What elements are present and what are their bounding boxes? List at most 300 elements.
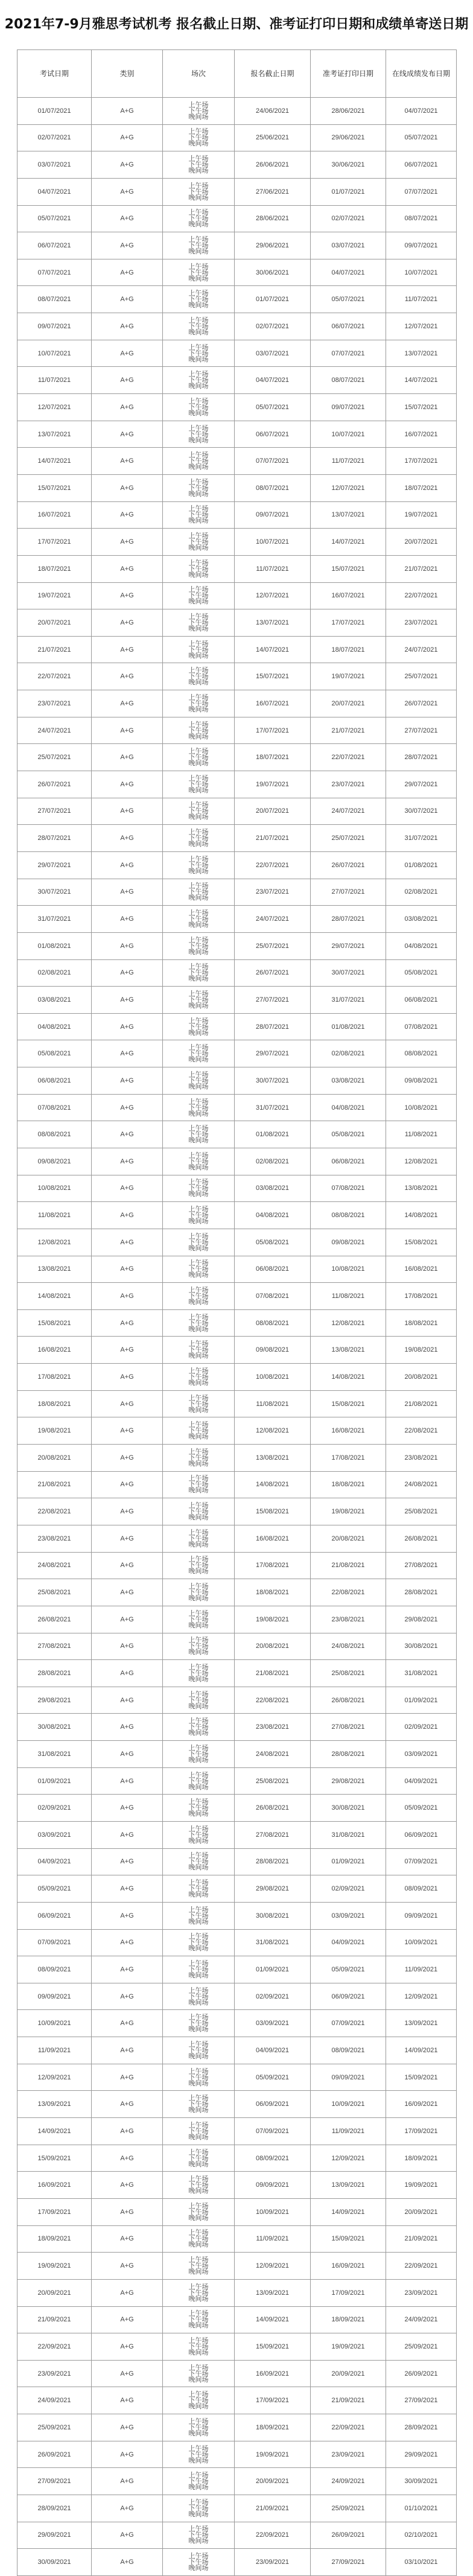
registration-deadline-cell: 16/07/2021: [235, 690, 311, 717]
session-label: 上午场: [188, 208, 209, 217]
session-label: 下午场: [188, 591, 209, 600]
exam-date-cell: 04/08/2021: [17, 1013, 92, 1040]
session-label: 上午场: [188, 1582, 209, 1591]
registration-deadline-cell: 13/08/2021: [235, 1445, 311, 1472]
session-label: 晚间场: [188, 1674, 209, 1683]
session-label: 晚间场: [188, 1998, 209, 2006]
table-row: [17, 2306, 457, 2333]
exam-date-cell: 26/07/2021: [17, 771, 92, 798]
exam-date-cell: 21/09/2021: [17, 2306, 92, 2333]
ticket-print-date-cell: 21/07/2021: [311, 717, 386, 744]
registration-deadline-cell: 28/06/2021: [235, 205, 311, 232]
table-row: [17, 340, 457, 367]
session-label: 上午场: [188, 127, 209, 136]
ticket-print-date-cell: 25/07/2021: [311, 825, 386, 852]
registration-deadline-cell: 13/07/2021: [235, 609, 311, 637]
session-label: 下午场: [188, 1911, 209, 1919]
session-label: 上午场: [188, 370, 209, 378]
score-release-date-cell: 08/08/2021: [386, 1040, 457, 1067]
session-cell: [163, 959, 235, 987]
session-label: 上午场: [188, 1743, 209, 1752]
exam-date-cell: 05/09/2021: [17, 1875, 92, 1903]
session-label: 下午场: [188, 1642, 209, 1650]
registration-deadline-cell: 23/07/2021: [235, 879, 311, 906]
session-cell: [163, 124, 235, 151]
table-row: [17, 690, 457, 717]
session-label: 下午场: [188, 1426, 209, 1435]
score-release-date-cell: 16/07/2021: [386, 421, 457, 448]
ticket-print-date-cell: 16/07/2021: [311, 582, 386, 609]
table-row: [17, 367, 457, 394]
score-release-date-cell: 17/08/2021: [386, 1283, 457, 1310]
score-release-date-cell: 13/08/2021: [386, 1175, 457, 1202]
session-label: 晚间场: [188, 1783, 209, 1791]
registration-deadline-cell: 16/09/2021: [235, 2360, 311, 2387]
session-cell: [163, 717, 235, 744]
ticket-print-date-cell: 14/08/2021: [311, 1364, 386, 1391]
session-cell: [163, 2253, 235, 2280]
table-row: [17, 1445, 457, 1472]
category-cell: A+G: [92, 1767, 163, 1795]
category-cell: A+G: [92, 582, 163, 609]
score-release-date-cell: 20/08/2021: [386, 1364, 457, 1391]
table-row: [17, 798, 457, 825]
session-cell: [163, 1445, 235, 1472]
session-label: 下午场: [188, 1776, 209, 1785]
session-label: 上午场: [188, 1097, 209, 1105]
table-row: [17, 124, 457, 151]
session-label: 下午场: [188, 968, 209, 977]
category-cell: A+G: [92, 2414, 163, 2441]
session-label: 晚间场: [188, 2375, 209, 2384]
score-release-date-cell: 19/08/2021: [386, 1337, 457, 1364]
score-release-date-cell: 21/07/2021: [386, 555, 457, 582]
score-release-date-cell: 08/09/2021: [386, 1875, 457, 1903]
registration-deadline-cell: 01/08/2021: [235, 1121, 311, 1148]
category-cell: A+G: [92, 1956, 163, 1983]
session-cell: [163, 690, 235, 717]
session-label: 晚间场: [188, 867, 209, 875]
registration-deadline-cell: 27/07/2021: [235, 987, 311, 1014]
ticket-print-date-cell: 08/09/2021: [311, 2037, 386, 2064]
session-label: 晚间场: [188, 1271, 209, 1279]
exam-date-cell: 09/07/2021: [17, 313, 92, 340]
score-release-date-cell: 26/08/2021: [386, 1525, 457, 1552]
session-cell: [163, 1040, 235, 1067]
session-label: 下午场: [188, 1830, 209, 1839]
table-row: [17, 1337, 457, 1364]
session-label: 晚间场: [188, 2510, 209, 2518]
score-release-date-cell: 13/07/2021: [386, 340, 457, 367]
table-row: [17, 2441, 457, 2468]
session-label: 上午场: [188, 1609, 209, 1617]
session-label: 晚间场: [188, 1190, 209, 1198]
session-cell: [163, 1121, 235, 1148]
table-row: [17, 1148, 457, 1175]
exam-date-cell: 17/09/2021: [17, 2198, 92, 2225]
ticket-print-date-cell: 30/07/2021: [311, 959, 386, 987]
exam-date-cell: 27/08/2021: [17, 1633, 92, 1660]
table-row: [17, 2279, 457, 2306]
session-label: 下午场: [188, 510, 209, 519]
session-label: 下午场: [188, 241, 209, 250]
session-label: 上午场: [188, 477, 209, 486]
category-cell: A+G: [92, 98, 163, 125]
table-row: [17, 555, 457, 582]
session-label: 下午场: [188, 2046, 209, 2054]
table-row: [17, 1741, 457, 1768]
table-row: [17, 1660, 457, 1687]
table-row: [17, 2468, 457, 2495]
session-label: 下午场: [188, 187, 209, 196]
session-label: 上午场: [188, 1474, 209, 1483]
category-cell: A+G: [92, 2495, 163, 2522]
session-label: 下午场: [188, 2100, 209, 2108]
session-cell: [163, 98, 235, 125]
session-cell: [163, 2468, 235, 2495]
category-cell: A+G: [92, 1040, 163, 1067]
table-row: [17, 2118, 457, 2145]
table-row: [17, 1364, 457, 1391]
session-label: 晚间场: [188, 1702, 209, 1710]
session-label: 下午场: [188, 106, 209, 115]
table-row: [17, 1929, 457, 1956]
score-release-date-cell: 03/10/2021: [386, 2549, 457, 2576]
session-cell: [163, 2387, 235, 2414]
category-cell: A+G: [92, 1848, 163, 1875]
table-row: [17, 959, 457, 987]
score-release-date-cell: 22/09/2021: [386, 2253, 457, 2280]
table-row: [17, 987, 457, 1014]
exam-date-cell: 28/09/2021: [17, 2495, 92, 2522]
category-cell: A+G: [92, 1390, 163, 1417]
ticket-print-date-cell: 06/09/2021: [311, 1983, 386, 2010]
ticket-print-date-cell: 08/07/2021: [311, 367, 386, 394]
session-cell: [163, 1687, 235, 1714]
score-release-date-cell: 09/07/2021: [386, 232, 457, 259]
registration-deadline-cell: 23/09/2021: [235, 2549, 311, 2576]
ticket-print-date-cell: 24/09/2021: [311, 2468, 386, 2495]
exam-date-cell: 21/08/2021: [17, 1471, 92, 1498]
ticket-print-date-cell: 07/07/2021: [311, 340, 386, 367]
category-cell: A+G: [92, 1202, 163, 1229]
session-label: 晚间场: [188, 1055, 209, 1064]
session-label: 晚间场: [188, 2348, 209, 2356]
session-cell: [163, 2198, 235, 2225]
session-label: 晚间场: [188, 1836, 209, 1845]
category-cell: A+G: [92, 232, 163, 259]
session-label: 晚间场: [188, 112, 209, 121]
ticket-print-date-cell: 16/08/2021: [311, 1417, 386, 1445]
exam-date-cell: 21/07/2021: [17, 636, 92, 663]
session-label: 下午场: [188, 1992, 209, 2000]
category-cell: A+G: [92, 2441, 163, 2468]
session-label: 下午场: [188, 1668, 209, 1677]
session-label: 下午场: [188, 672, 209, 681]
ticket-print-date-cell: 17/09/2021: [311, 2279, 386, 2306]
table-row: [17, 1606, 457, 1633]
session-label: 晚间场: [188, 1755, 209, 1764]
registration-deadline-cell: 22/08/2021: [235, 1687, 311, 1714]
exam-date-cell: 29/09/2021: [17, 2522, 92, 2549]
score-release-date-cell: 02/10/2021: [386, 2522, 457, 2549]
table-row: [17, 1121, 457, 1148]
score-release-date-cell: 03/09/2021: [386, 1741, 457, 1768]
session-cell: [163, 1175, 235, 1202]
ticket-print-date-cell: 22/09/2021: [311, 2414, 386, 2441]
registration-deadline-cell: 12/09/2021: [235, 2253, 311, 2280]
score-release-date-cell: 05/09/2021: [386, 1795, 457, 1822]
category-cell: A+G: [92, 690, 163, 717]
score-release-date-cell: 27/07/2021: [386, 717, 457, 744]
ticket-print-date-cell: 20/07/2021: [311, 690, 386, 717]
score-release-date-cell: 12/08/2021: [386, 1148, 457, 1175]
session-label: 上午场: [188, 1205, 209, 1213]
ticket-print-date-cell: 11/08/2021: [311, 1283, 386, 1310]
session-label: 上午场: [188, 935, 209, 944]
exam-date-cell: 12/08/2021: [17, 1229, 92, 1256]
session-label: 下午场: [188, 1346, 209, 1354]
session-cell: [163, 906, 235, 933]
session-cell: [163, 1309, 235, 1337]
session-cell: [163, 1552, 235, 1579]
ticket-print-date-cell: 17/08/2021: [311, 1445, 386, 1472]
session-label: 晚间场: [188, 2402, 209, 2411]
category-cell: A+G: [92, 2037, 163, 2064]
category-cell: A+G: [92, 2387, 163, 2414]
registration-deadline-cell: 04/07/2021: [235, 367, 311, 394]
table-row: [17, 1390, 457, 1417]
session-label: 上午场: [188, 1501, 209, 1510]
category-cell: A+G: [92, 2064, 163, 2091]
category-cell: A+G: [92, 1067, 163, 1095]
session-label: 下午场: [188, 564, 209, 573]
header-category: 类别: [92, 50, 163, 98]
session-label: 下午场: [188, 1103, 209, 1111]
table-row: [17, 1067, 457, 1095]
session-cell: [163, 2495, 235, 2522]
ticket-print-date-cell: 21/09/2021: [311, 2387, 386, 2414]
session-label: 上午场: [188, 1824, 209, 1833]
registration-deadline-cell: 12/07/2021: [235, 582, 311, 609]
ticket-print-date-cell: 25/08/2021: [311, 1660, 386, 1687]
session-label: 上午场: [188, 1662, 209, 1671]
score-release-date-cell: 23/09/2021: [386, 2279, 457, 2306]
ticket-print-date-cell: 04/08/2021: [311, 1094, 386, 1121]
session-label: 下午场: [188, 2073, 209, 2081]
table-row: [17, 2091, 457, 2118]
session-label: 下午场: [188, 2181, 209, 2189]
category-cell: A+G: [92, 1525, 163, 1552]
exam-date-cell: 10/07/2021: [17, 340, 92, 367]
category-cell: A+G: [92, 987, 163, 1014]
exam-date-cell: 14/08/2021: [17, 1283, 92, 1310]
exam-date-cell: 04/09/2021: [17, 1848, 92, 1875]
session-label: 上午场: [188, 2525, 209, 2533]
exam-date-cell: 13/07/2021: [17, 421, 92, 448]
exam-date-cell: 16/08/2021: [17, 1337, 92, 1364]
registration-deadline-cell: 29/06/2021: [235, 232, 311, 259]
session-label: 下午场: [188, 2315, 209, 2324]
registration-deadline-cell: 08/07/2021: [235, 474, 311, 501]
table-row: [17, 744, 457, 771]
exam-date-cell: 23/08/2021: [17, 1525, 92, 1552]
session-label: 下午场: [188, 161, 209, 169]
session-label: 上午场: [188, 1124, 209, 1133]
table-row: [17, 1202, 457, 1229]
exam-date-cell: 19/08/2021: [17, 1417, 92, 1445]
session-label: 晚间场: [188, 597, 209, 606]
session-label: 下午场: [188, 915, 209, 923]
category-cell: A+G: [92, 1606, 163, 1633]
session-cell: [163, 421, 235, 448]
exam-date-cell: 31/08/2021: [17, 1741, 92, 1768]
session-label: 下午场: [188, 2423, 209, 2431]
session-label: 下午场: [188, 2288, 209, 2297]
registration-deadline-cell: 26/06/2021: [235, 151, 311, 179]
session-label: 晚间场: [188, 921, 209, 929]
session-label: 上午场: [188, 532, 209, 540]
exam-date-cell: 29/07/2021: [17, 851, 92, 879]
registration-deadline-cell: 30/08/2021: [235, 1902, 311, 1929]
session-cell: [163, 2522, 235, 2549]
category-cell: A+G: [92, 1498, 163, 1525]
session-label: 上午场: [188, 720, 209, 728]
registration-deadline-cell: 22/07/2021: [235, 851, 311, 879]
registration-deadline-cell: 23/08/2021: [235, 1714, 311, 1741]
category-cell: A+G: [92, 1121, 163, 1148]
table-row: [17, 582, 457, 609]
session-label: 晚间场: [188, 1352, 209, 1360]
session-cell: [163, 1714, 235, 1741]
table-row: [17, 932, 457, 959]
table-row: [17, 421, 457, 448]
category-cell: A+G: [92, 340, 163, 367]
session-label: 上午场: [188, 2282, 209, 2291]
ticket-print-date-cell: 27/08/2021: [311, 1714, 386, 1741]
ticket-print-date-cell: 05/08/2021: [311, 1121, 386, 1148]
ticket-print-date-cell: 18/09/2021: [311, 2306, 386, 2333]
session-label: 下午场: [188, 807, 209, 815]
session-label: 下午场: [188, 888, 209, 896]
table-row: [17, 2198, 457, 2225]
registration-deadline-cell: 03/07/2021: [235, 340, 311, 367]
score-release-date-cell: 10/09/2021: [386, 1929, 457, 1956]
session-label: 上午场: [188, 2336, 209, 2344]
registration-deadline-cell: 02/09/2021: [235, 1983, 311, 2010]
registration-deadline-cell: 03/08/2021: [235, 1175, 311, 1202]
session-cell: [163, 1848, 235, 1875]
table-header-row: [17, 50, 457, 98]
session-label: 晚间场: [188, 1217, 209, 1226]
exam-date-cell: 01/07/2021: [17, 98, 92, 125]
registration-deadline-cell: 06/08/2021: [235, 1256, 311, 1283]
score-release-date-cell: 27/08/2021: [386, 1552, 457, 1579]
score-release-date-cell: 01/09/2021: [386, 1687, 457, 1714]
session-cell: [163, 2118, 235, 2145]
session-label: 晚间场: [188, 2564, 209, 2572]
session-cell: [163, 1229, 235, 1256]
ticket-print-date-cell: 31/08/2021: [311, 1822, 386, 1849]
session-cell: [163, 1767, 235, 1795]
session-label: 下午场: [188, 753, 209, 762]
score-release-date-cell: 20/09/2021: [386, 2198, 457, 2225]
session-cell: [163, 555, 235, 582]
session-cell: [163, 1956, 235, 1983]
table-row: [17, 2549, 457, 2576]
session-label: 下午场: [188, 2342, 209, 2350]
registration-deadline-cell: 05/08/2021: [235, 1229, 311, 1256]
category-cell: A+G: [92, 798, 163, 825]
exam-date-cell: 01/09/2021: [17, 1767, 92, 1795]
session-label: 晚间场: [188, 139, 209, 148]
score-release-date-cell: 14/07/2021: [386, 367, 457, 394]
session-label: 晚间场: [188, 651, 209, 660]
exam-schedule-table: [17, 49, 457, 2576]
registration-deadline-cell: 08/08/2021: [235, 1309, 311, 1337]
registration-deadline-cell: 17/08/2021: [235, 1552, 311, 1579]
session-label: 晚间场: [188, 705, 209, 713]
session-label: 晚间场: [188, 2187, 209, 2195]
table-row: [17, 1956, 457, 1983]
exam-date-cell: 17/07/2021: [17, 529, 92, 556]
exam-date-cell: 12/09/2021: [17, 2064, 92, 2091]
session-label: 下午场: [188, 1884, 209, 1893]
category-cell: A+G: [92, 1660, 163, 1687]
session-label: 下午场: [188, 1076, 209, 1084]
session-cell: [163, 582, 235, 609]
exam-date-cell: 15/08/2021: [17, 1309, 92, 1337]
registration-deadline-cell: 16/08/2021: [235, 1525, 311, 1552]
registration-deadline-cell: 09/07/2021: [235, 501, 311, 529]
score-release-date-cell: 28/09/2021: [386, 2414, 457, 2441]
category-cell: A+G: [92, 394, 163, 421]
session-cell: [163, 1633, 235, 1660]
exam-date-cell: 06/07/2021: [17, 232, 92, 259]
session-label: 上午场: [188, 828, 209, 836]
session-label: 下午场: [188, 2126, 209, 2135]
table-row: [17, 474, 457, 501]
ticket-print-date-cell: 02/07/2021: [311, 205, 386, 232]
ticket-print-date-cell: 07/09/2021: [311, 2010, 386, 2037]
session-label: 上午场: [188, 854, 209, 863]
score-release-date-cell: 16/09/2021: [386, 2091, 457, 2118]
ticket-print-date-cell: 12/08/2021: [311, 1309, 386, 1337]
table-row: [17, 529, 457, 556]
table-row: [17, 259, 457, 286]
session-label: 下午场: [188, 2234, 209, 2243]
ticket-print-date-cell: 23/08/2021: [311, 1606, 386, 1633]
category-cell: A+G: [92, 1902, 163, 1929]
category-cell: A+G: [92, 367, 163, 394]
ticket-print-date-cell: 15/08/2021: [311, 1390, 386, 1417]
category-cell: A+G: [92, 1417, 163, 1445]
session-label: 下午场: [188, 1265, 209, 1273]
session-label: 下午场: [188, 2019, 209, 2027]
table-row: [17, 286, 457, 313]
exam-date-cell: 24/07/2021: [17, 717, 92, 744]
registration-deadline-cell: 24/08/2021: [235, 1741, 311, 1768]
category-cell: A+G: [92, 1445, 163, 1472]
session-label: 晚间场: [188, 1459, 209, 1468]
category-cell: A+G: [92, 2145, 163, 2172]
session-cell: [163, 2037, 235, 2064]
score-release-date-cell: 19/09/2021: [386, 2172, 457, 2199]
session-label: 上午场: [188, 1151, 209, 1159]
session-label: 晚间场: [188, 1378, 209, 1387]
session-label: 晚间场: [188, 1163, 209, 1171]
session-label: 上午场: [188, 1178, 209, 1186]
